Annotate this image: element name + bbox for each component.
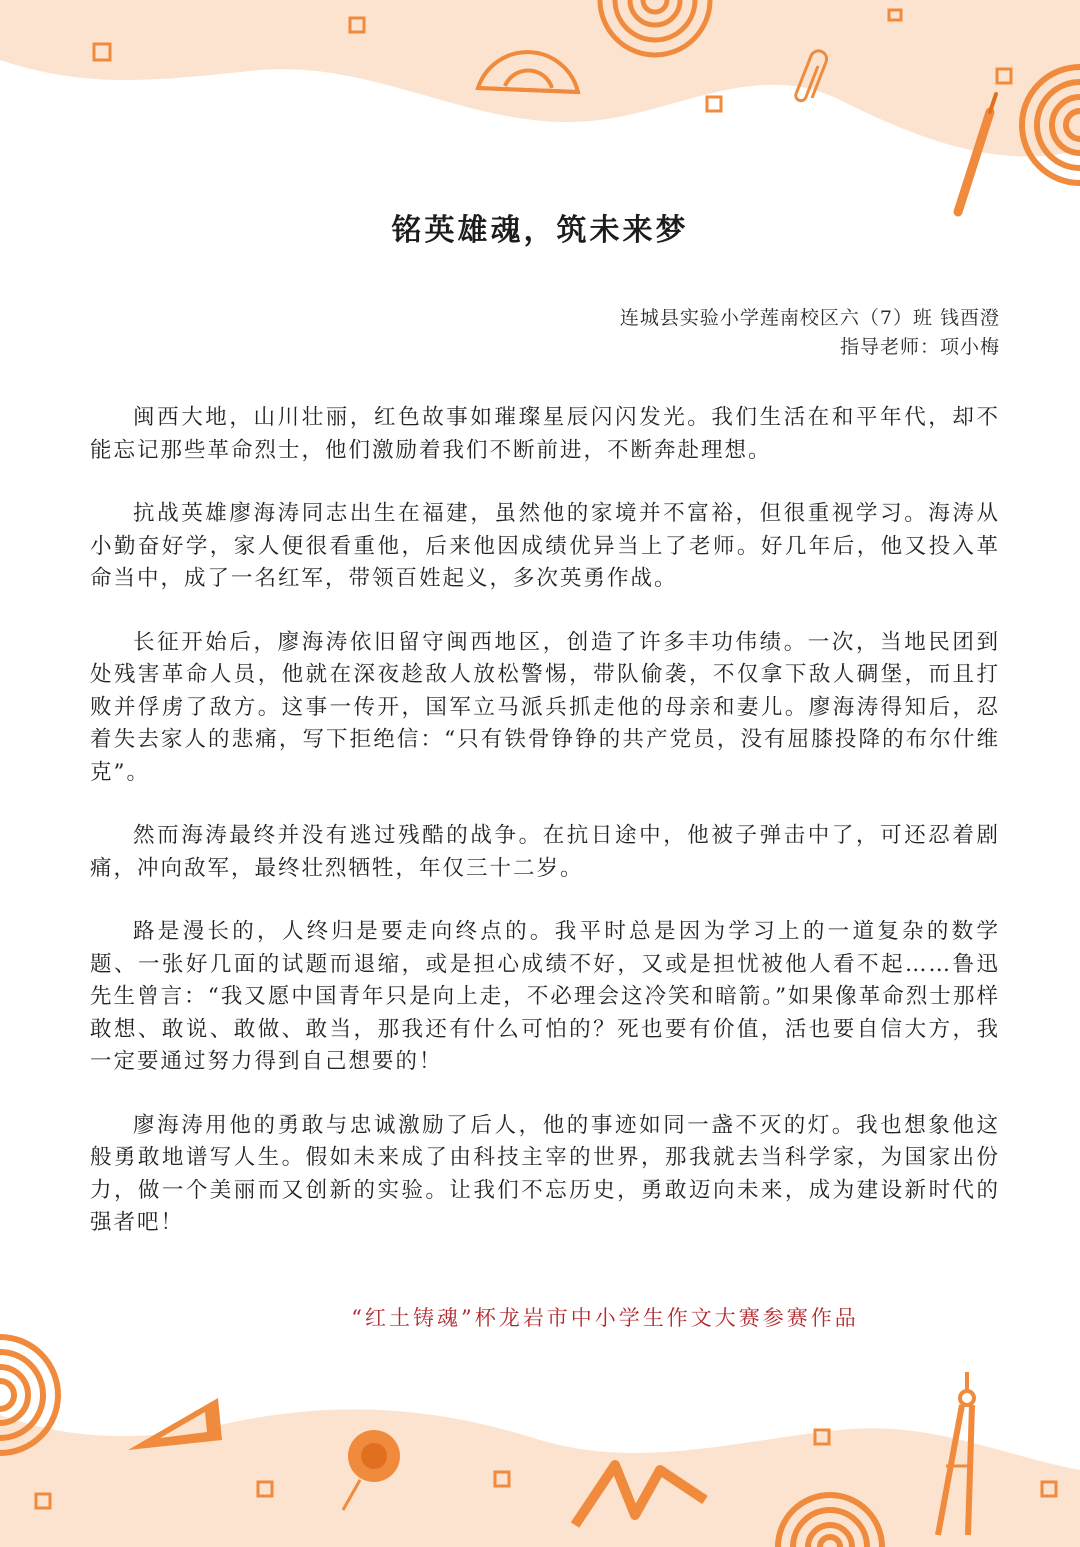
page-title: 铭英雄魂，筑未来梦 xyxy=(391,213,689,248)
pencil-icon xyxy=(958,94,996,212)
essay-body xyxy=(90,402,1000,1271)
square-icon xyxy=(495,1472,509,1486)
folding-ruler-icon xyxy=(575,1465,705,1525)
competition-footnote: “红土铸魂”杯龙岩市中小学生作文大赛参赛作品 xyxy=(351,1306,859,1330)
concentric-circles-icon xyxy=(778,1495,882,1547)
square-icon xyxy=(350,18,364,32)
square-icon xyxy=(815,1430,829,1444)
square-icon xyxy=(94,44,110,60)
square-icon xyxy=(36,1494,50,1508)
paperclip-icon xyxy=(796,51,827,101)
concentric-circles-icon xyxy=(1022,67,1080,183)
byline xyxy=(620,304,1000,362)
paragraph: 长征开始后，廖海涛依旧留守闽西地区，创造了许多丰功伟绩。一次，当地民团到处残害革命人员，他就在深夜趁敌人放松警惕，带队偷袭，不仅拿下敌人碉堡，而且打败并俘虏了敌方。这事一传开，国军立马派兵抓走他的母亲和妻儿。廖海涛得知后，忍着失去家人的悲痛，写下拒绝信：“只有铁骨铮铮的共产党员，没有屈膝投降的布尔什维克”。 xyxy=(90,629,1000,785)
square-icon xyxy=(889,10,901,20)
teacher-line: 指导老师：项小梅 xyxy=(839,336,1000,358)
concentric-circles-icon xyxy=(600,0,710,55)
square-icon xyxy=(707,97,721,111)
concentric-circles-icon xyxy=(0,1337,58,1453)
protractor-icon xyxy=(478,52,578,92)
author-line: 连城县实验小学莲南校区六（7）班 钱酉澄 xyxy=(619,307,1000,329)
square-icon xyxy=(258,1482,272,1496)
triangle-ruler-icon xyxy=(128,1398,222,1450)
top-wave xyxy=(0,0,1080,156)
paragraph: 抗战英雄廖海涛同志出生在福建，虽然他的家境并不富裕，但很重视学习。海涛从小勤奋好学，家人便很看重他，后来他因成绩优异当上了老师。好几年后，他又投入革命当中，成了一名红军，带领百姓起义，多次英勇作战。 xyxy=(90,501,1000,591)
bottom-wave xyxy=(0,1409,1080,1547)
square-icon xyxy=(1042,1482,1056,1496)
paragraph: 然而海涛最终并没有逃过残酷的战争。在抗日途中，他被子弹击中了，可还忍着剧痛，冲向敌军，最终壮烈牺牲，年仅三十二岁。 xyxy=(90,823,1000,881)
pushpin-icon xyxy=(343,1430,400,1510)
paragraph: 廖海涛用他的勇敢与忠诚激励了后人，他的事迹如同一盏不灭的灯。我也想象他这般勇敢地谱写人生。假如未来成了由科技主宰的世界，那我就去当科学家，为国家出份力，做一个美丽而又创新的实验。让我们不忘历史，勇敢迈向未来，成为建设新时代的强者吧！ xyxy=(90,1112,1000,1235)
compass-icon xyxy=(938,1372,974,1535)
paragraph: 闽西大地，山川壮丽，红色故事如璀璨星辰闪闪发光。我们生活在和平年代，却不能忘记那些革命烈士，他们激励着我们不断前进，不断奔赴理想。 xyxy=(90,405,1000,463)
paragraph: 路是漫长的，人终归是要走向终点的。我平时总是因为学习上的一道复杂的数学题、一张好几面的试题而退缩，或是担心成绩不好，又或是担忧被他人看不起……鲁迅先生曾言：“我又愿中国青年只是向上走，不必理会这冷笑和暗箭。”如果像革命烈士那样敢想、敢说、敢做、敢当，那我还有什么可怕的？死也要有价值，活也要自信大方，我一定要通过努力得到自己想要的！ xyxy=(90,919,1000,1074)
square-icon xyxy=(997,69,1011,83)
